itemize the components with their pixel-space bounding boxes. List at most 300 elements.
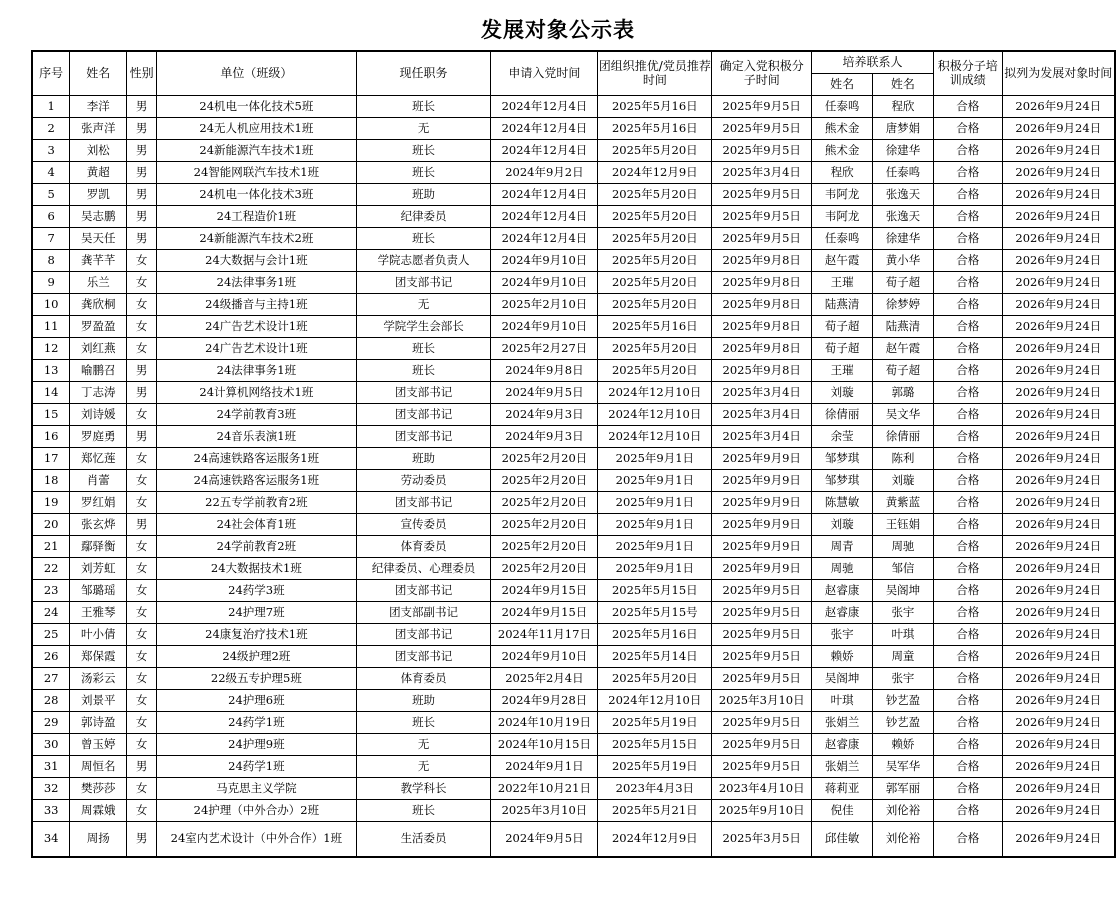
row-seq: 2 [32, 117, 70, 139]
row-apply-date: 2024年9月15日 [491, 601, 598, 623]
row-activist-date: 2025年9月9日 [712, 469, 812, 491]
row-dev-date: 2026年9月24日 [1002, 777, 1115, 799]
table-row [32, 205, 1115, 227]
row-activist-date: 2025年9月5日 [712, 205, 812, 227]
row-seq: 30 [32, 733, 70, 755]
row-mentor2: 徐倩丽 [873, 425, 934, 447]
row-apply-date: 2025年2月27日 [491, 337, 598, 359]
row-training: 合格 [933, 579, 1002, 601]
row-mentor2: 刘伦裕 [873, 821, 934, 857]
row-activist-date: 2025年9月5日 [712, 139, 812, 161]
row-seq: 27 [32, 667, 70, 689]
row-training: 合格 [933, 689, 1002, 711]
row-apply-date: 2024年10月15日 [491, 733, 598, 755]
row-gender: 女 [127, 601, 157, 623]
row-mentor1: 张宇 [812, 623, 873, 645]
row-gender: 女 [127, 557, 157, 579]
row-position: 班长 [356, 95, 491, 117]
row-recommend-date: 2024年12月10日 [598, 381, 712, 403]
row-seq: 25 [32, 623, 70, 645]
row-apply-date: 2024年12月4日 [491, 183, 598, 205]
header-activist-date: 确定入党积极分子时间 [712, 51, 812, 95]
row-unit: 24工程造价1班 [157, 205, 357, 227]
row-unit: 24高速铁路客运服务1班 [157, 469, 357, 491]
row-gender: 女 [127, 711, 157, 733]
row-mentor2: 钞艺盈 [873, 689, 934, 711]
row-name: 郑保霞 [70, 645, 127, 667]
table-row [32, 117, 1115, 139]
table-row [32, 227, 1115, 249]
row-gender: 女 [127, 315, 157, 337]
table-row [32, 447, 1115, 469]
row-gender: 女 [127, 733, 157, 755]
table-row [32, 711, 1115, 733]
header-name: 姓名 [70, 51, 127, 95]
row-unit: 24社会体育1班 [157, 513, 357, 535]
table-row [32, 139, 1115, 161]
row-name: 肖蕾 [70, 469, 127, 491]
table-row [32, 689, 1115, 711]
row-recommend-date: 2025年5月20日 [598, 337, 712, 359]
table-row [32, 469, 1115, 491]
row-dev-date: 2026年9月24日 [1002, 381, 1115, 403]
row-training: 合格 [933, 293, 1002, 315]
row-gender: 男 [127, 117, 157, 139]
row-name: 张声洋 [70, 117, 127, 139]
row-mentor1: 荀子超 [812, 337, 873, 359]
row-training: 合格 [933, 271, 1002, 293]
row-unit: 马克思主义学院 [157, 777, 357, 799]
row-position: 班助 [356, 447, 491, 469]
row-training: 合格 [933, 425, 1002, 447]
row-dev-date: 2026年9月24日 [1002, 337, 1115, 359]
table-row [32, 623, 1115, 645]
row-unit: 24级护理2班 [157, 645, 357, 667]
row-activist-date: 2025年9月5日 [712, 183, 812, 205]
row-mentor1: 叶琪 [812, 689, 873, 711]
row-activist-date: 2025年9月5日 [712, 227, 812, 249]
row-mentor1: 韦阿龙 [812, 205, 873, 227]
header-apply-date: 申请入党时间 [491, 51, 598, 95]
row-mentor2: 张逸天 [873, 183, 934, 205]
row-gender: 男 [127, 381, 157, 403]
row-mentor2: 陈利 [873, 447, 934, 469]
row-apply-date: 2025年2月20日 [491, 447, 598, 469]
row-unit: 24新能源汽车技术1班 [157, 139, 357, 161]
row-activist-date: 2025年9月5日 [712, 755, 812, 777]
row-activist-date: 2025年9月8日 [712, 293, 812, 315]
row-mentor2: 荀子超 [873, 271, 934, 293]
row-seq: 33 [32, 799, 70, 821]
row-position: 团支部书记 [356, 645, 491, 667]
row-apply-date: 2022年10月21日 [491, 777, 598, 799]
row-apply-date: 2024年9月5日 [491, 821, 598, 857]
row-apply-date: 2025年2月20日 [491, 557, 598, 579]
row-position: 班助 [356, 689, 491, 711]
row-name: 叶小倩 [70, 623, 127, 645]
row-mentor1: 程欣 [812, 161, 873, 183]
table-row [32, 403, 1115, 425]
row-name: 王雅琴 [70, 601, 127, 623]
row-mentor1: 周驰 [812, 557, 873, 579]
row-activist-date: 2025年9月9日 [712, 447, 812, 469]
row-mentor2: 陆燕清 [873, 315, 934, 337]
row-position: 教学科长 [356, 777, 491, 799]
row-mentor2: 王钰娟 [873, 513, 934, 535]
row-activist-date: 2025年3月4日 [712, 161, 812, 183]
row-dev-date: 2026年9月24日 [1002, 601, 1115, 623]
row-recommend-date: 2024年12月10日 [598, 689, 712, 711]
table-row [32, 733, 1115, 755]
row-seq: 26 [32, 645, 70, 667]
row-activist-date: 2025年9月5日 [712, 117, 812, 139]
table-row [32, 161, 1115, 183]
row-mentor2: 吴文华 [873, 403, 934, 425]
row-gender: 男 [127, 161, 157, 183]
row-dev-date: 2026年9月24日 [1002, 117, 1115, 139]
row-position: 纪律委员 [356, 205, 491, 227]
row-dev-date: 2026年9月24日 [1002, 249, 1115, 271]
row-gender: 男 [127, 95, 157, 117]
row-dev-date: 2026年9月24日 [1002, 557, 1115, 579]
row-dev-date: 2026年9月24日 [1002, 645, 1115, 667]
row-apply-date: 2025年2月10日 [491, 293, 598, 315]
row-seq: 34 [32, 821, 70, 857]
row-recommend-date: 2024年12月10日 [598, 403, 712, 425]
row-name: 刘诗媛 [70, 403, 127, 425]
row-mentor1: 张娟兰 [812, 755, 873, 777]
row-unit: 24学前教育3班 [157, 403, 357, 425]
row-recommend-date: 2025年9月1日 [598, 469, 712, 491]
row-mentor1: 赵睿康 [812, 733, 873, 755]
row-mentor2: 周童 [873, 645, 934, 667]
header-mentor1-name: 姓名 [812, 73, 873, 95]
page-title: 发展对象公示表 [481, 18, 635, 42]
row-mentor1: 任泰鸣 [812, 95, 873, 117]
row-name: 丁志涛 [70, 381, 127, 403]
row-name: 刘松 [70, 139, 127, 161]
row-mentor2: 徐建华 [873, 139, 934, 161]
row-seq: 31 [32, 755, 70, 777]
row-name: 郑忆莲 [70, 447, 127, 469]
row-seq: 18 [32, 469, 70, 491]
row-recommend-date: 2025年9月1日 [598, 491, 712, 513]
row-mentor2: 邹信 [873, 557, 934, 579]
row-activist-date: 2025年9月9日 [712, 491, 812, 513]
row-mentor2: 刘伦裕 [873, 799, 934, 821]
row-apply-date: 2024年9月2日 [491, 161, 598, 183]
row-mentor2: 吴军华 [873, 755, 934, 777]
row-unit: 24学前教育2班 [157, 535, 357, 557]
row-training: 合格 [933, 645, 1002, 667]
row-seq: 23 [32, 579, 70, 601]
row-seq: 15 [32, 403, 70, 425]
row-gender: 男 [127, 821, 157, 857]
row-gender: 男 [127, 513, 157, 535]
row-dev-date: 2026年9月24日 [1002, 733, 1115, 755]
row-unit: 24法律事务1班 [157, 271, 357, 293]
row-name: 龚欣桐 [70, 293, 127, 315]
row-training: 合格 [933, 381, 1002, 403]
row-training: 合格 [933, 755, 1002, 777]
row-training: 合格 [933, 777, 1002, 799]
row-position: 体育委员 [356, 667, 491, 689]
row-position: 团支部书记 [356, 271, 491, 293]
row-mentor1: 韦阿龙 [812, 183, 873, 205]
row-recommend-date: 2025年5月16日 [598, 623, 712, 645]
row-activist-date: 2025年9月5日 [712, 601, 812, 623]
table-row [32, 183, 1115, 205]
row-position: 班助 [356, 183, 491, 205]
row-gender: 男 [127, 359, 157, 381]
row-training: 合格 [933, 447, 1002, 469]
row-mentor1: 赵睿康 [812, 601, 873, 623]
table-row [32, 601, 1115, 623]
row-apply-date: 2024年10月19日 [491, 711, 598, 733]
row-dev-date: 2026年9月24日 [1002, 161, 1115, 183]
row-position: 班长 [356, 227, 491, 249]
row-unit: 22五专学前教育2班 [157, 491, 357, 513]
row-training: 合格 [933, 711, 1002, 733]
row-dev-date: 2026年9月24日 [1002, 447, 1115, 469]
row-training: 合格 [933, 535, 1002, 557]
row-dev-date: 2026年9月24日 [1002, 359, 1115, 381]
row-activist-date: 2025年9月9日 [712, 557, 812, 579]
table-row [32, 381, 1115, 403]
row-training: 合格 [933, 557, 1002, 579]
row-dev-date: 2026年9月24日 [1002, 293, 1115, 315]
row-dev-date: 2026年9月24日 [1002, 469, 1115, 491]
row-activist-date: 2025年9月8日 [712, 315, 812, 337]
row-dev-date: 2026年9月24日 [1002, 513, 1115, 535]
row-gender: 男 [127, 425, 157, 447]
header-training: 积极分子培训成绩 [933, 51, 1002, 95]
row-dev-date: 2026年9月24日 [1002, 711, 1115, 733]
row-gender: 女 [127, 271, 157, 293]
row-recommend-date: 2025年9月1日 [598, 447, 712, 469]
row-gender: 女 [127, 689, 157, 711]
row-activist-date: 2025年9月5日 [712, 95, 812, 117]
row-gender: 女 [127, 293, 157, 315]
row-dev-date: 2026年9月24日 [1002, 227, 1115, 249]
row-apply-date: 2025年3月10日 [491, 799, 598, 821]
row-mentor2: 郭军丽 [873, 777, 934, 799]
row-unit: 24护理9班 [157, 733, 357, 755]
row-mentor2: 赵午霞 [873, 337, 934, 359]
row-unit: 24护理（中外合办）2班 [157, 799, 357, 821]
row-position: 班长 [356, 337, 491, 359]
row-gender: 女 [127, 777, 157, 799]
row-training: 合格 [933, 227, 1002, 249]
header-mentors: 培养联系人 [812, 51, 934, 73]
row-gender: 女 [127, 667, 157, 689]
row-mentor2: 吴阁坤 [873, 579, 934, 601]
row-gender: 女 [127, 469, 157, 491]
row-gender: 女 [127, 579, 157, 601]
row-seq: 17 [32, 447, 70, 469]
row-name: 喻鹏召 [70, 359, 127, 381]
row-gender: 女 [127, 249, 157, 271]
row-mentor2: 刘璇 [873, 469, 934, 491]
row-mentor1: 邹梦琪 [812, 469, 873, 491]
row-gender: 女 [127, 491, 157, 513]
table-row [32, 579, 1115, 601]
row-activist-date: 2025年9月9日 [712, 535, 812, 557]
row-name: 刘红燕 [70, 337, 127, 359]
row-gender: 女 [127, 447, 157, 469]
row-activist-date: 2025年3月4日 [712, 381, 812, 403]
header-seq: 序号 [32, 51, 70, 95]
table-row [32, 513, 1115, 535]
row-position: 生活委员 [356, 821, 491, 857]
row-dev-date: 2026年9月24日 [1002, 689, 1115, 711]
row-recommend-date: 2024年12月9日 [598, 821, 712, 857]
row-mentor1: 倪佳 [812, 799, 873, 821]
row-seq: 22 [32, 557, 70, 579]
row-seq: 19 [32, 491, 70, 513]
row-recommend-date: 2025年9月1日 [598, 535, 712, 557]
row-recommend-date: 2025年5月15日 [598, 733, 712, 755]
row-unit: 24机电一体化技术5班 [157, 95, 357, 117]
row-name: 罗盈盈 [70, 315, 127, 337]
row-recommend-date: 2025年9月1日 [598, 557, 712, 579]
row-gender: 女 [127, 337, 157, 359]
row-training: 合格 [933, 161, 1002, 183]
row-gender: 男 [127, 205, 157, 227]
table-row [32, 755, 1115, 777]
row-recommend-date: 2025年5月14日 [598, 645, 712, 667]
row-apply-date: 2025年2月4日 [491, 667, 598, 689]
row-seq: 4 [32, 161, 70, 183]
row-activist-date: 2025年9月8日 [712, 271, 812, 293]
row-mentor2: 程欣 [873, 95, 934, 117]
table-row [32, 359, 1115, 381]
row-mentor1: 邹梦琪 [812, 447, 873, 469]
row-unit: 24无人机应用技术1班 [157, 117, 357, 139]
row-mentor1: 余莹 [812, 425, 873, 447]
row-mentor2: 张宇 [873, 601, 934, 623]
row-unit: 24广告艺术设计1班 [157, 337, 357, 359]
row-activist-date: 2025年9月5日 [712, 667, 812, 689]
row-training: 合格 [933, 315, 1002, 337]
row-recommend-date: 2023年4月3日 [598, 777, 712, 799]
header-unit: 单位（班级） [157, 51, 357, 95]
row-recommend-date: 2025年5月20日 [598, 205, 712, 227]
row-mentor1: 王璀 [812, 359, 873, 381]
row-mentor2: 张逸天 [873, 205, 934, 227]
row-recommend-date: 2025年5月20日 [598, 249, 712, 271]
row-recommend-date: 2025年5月21日 [598, 799, 712, 821]
table-row [32, 777, 1115, 799]
row-mentor2: 唐梦娟 [873, 117, 934, 139]
row-apply-date: 2024年11月17日 [491, 623, 598, 645]
row-activist-date: 2025年9月5日 [712, 623, 812, 645]
row-position: 无 [356, 755, 491, 777]
row-mentor1: 赖娇 [812, 645, 873, 667]
row-position: 团支部书记 [356, 623, 491, 645]
row-unit: 24法律事务1班 [157, 359, 357, 381]
row-unit: 24室内艺术设计（中外合作）1班 [157, 821, 357, 857]
row-position: 团支部书记 [356, 381, 491, 403]
row-unit: 24药学1班 [157, 711, 357, 733]
row-training: 合格 [933, 601, 1002, 623]
row-position: 团支部书记 [356, 579, 491, 601]
row-recommend-date: 2025年5月16日 [598, 315, 712, 337]
row-training: 合格 [933, 139, 1002, 161]
row-seq: 20 [32, 513, 70, 535]
row-apply-date: 2024年9月3日 [491, 403, 598, 425]
row-position: 体育委员 [356, 535, 491, 557]
row-mentor1: 吴阁坤 [812, 667, 873, 689]
row-activist-date: 2025年9月8日 [712, 359, 812, 381]
row-mentor1: 陆燕清 [812, 293, 873, 315]
row-gender: 女 [127, 623, 157, 645]
row-mentor2: 叶琪 [873, 623, 934, 645]
row-position: 团支部书记 [356, 425, 491, 447]
row-apply-date: 2024年9月10日 [491, 645, 598, 667]
row-position: 宣传委员 [356, 513, 491, 535]
table-row [32, 315, 1115, 337]
row-training: 合格 [933, 205, 1002, 227]
table-row [32, 645, 1115, 667]
row-gender: 男 [127, 183, 157, 205]
row-name: 周扬 [70, 821, 127, 857]
row-mentor2: 黄小华 [873, 249, 934, 271]
row-seq: 6 [32, 205, 70, 227]
row-mentor2: 张宇 [873, 667, 934, 689]
row-name: 张玄烨 [70, 513, 127, 535]
row-position: 学院志愿者负责人 [356, 249, 491, 271]
row-seq: 21 [32, 535, 70, 557]
row-recommend-date: 2025年5月20日 [598, 359, 712, 381]
row-mentor1: 邱佳敏 [812, 821, 873, 857]
row-mentor2: 徐建华 [873, 227, 934, 249]
row-apply-date: 2024年9月10日 [491, 271, 598, 293]
row-dev-date: 2026年9月24日 [1002, 579, 1115, 601]
row-dev-date: 2026年9月24日 [1002, 139, 1115, 161]
row-training: 合格 [933, 403, 1002, 425]
table-row [32, 667, 1115, 689]
row-training: 合格 [933, 799, 1002, 821]
row-mentor1: 熊术金 [812, 117, 873, 139]
row-recommend-date: 2025年5月20日 [598, 227, 712, 249]
table-row [32, 95, 1115, 117]
row-dev-date: 2026年9月24日 [1002, 315, 1115, 337]
row-activist-date: 2025年9月5日 [712, 579, 812, 601]
table-row [32, 271, 1115, 293]
header-position: 现任职务 [356, 51, 491, 95]
row-dev-date: 2026年9月24日 [1002, 491, 1115, 513]
row-activist-date: 2025年9月8日 [712, 337, 812, 359]
row-activist-date: 2023年4月10日 [712, 777, 812, 799]
row-training: 合格 [933, 667, 1002, 689]
row-mentor2: 郭璐 [873, 381, 934, 403]
row-training: 合格 [933, 359, 1002, 381]
row-dev-date: 2026年9月24日 [1002, 799, 1115, 821]
row-position: 团支部副书记 [356, 601, 491, 623]
row-unit: 24新能源汽车技术2班 [157, 227, 357, 249]
row-mentor1: 赵睿康 [812, 579, 873, 601]
row-unit: 24药学3班 [157, 579, 357, 601]
row-unit: 24大数据与会计1班 [157, 249, 357, 271]
table-row [32, 535, 1115, 557]
row-dev-date: 2026年9月24日 [1002, 183, 1115, 205]
row-seq: 11 [32, 315, 70, 337]
row-name: 周恒名 [70, 755, 127, 777]
row-position: 学院学生会部长 [356, 315, 491, 337]
row-seq: 3 [32, 139, 70, 161]
row-mentor1: 赵午霞 [812, 249, 873, 271]
